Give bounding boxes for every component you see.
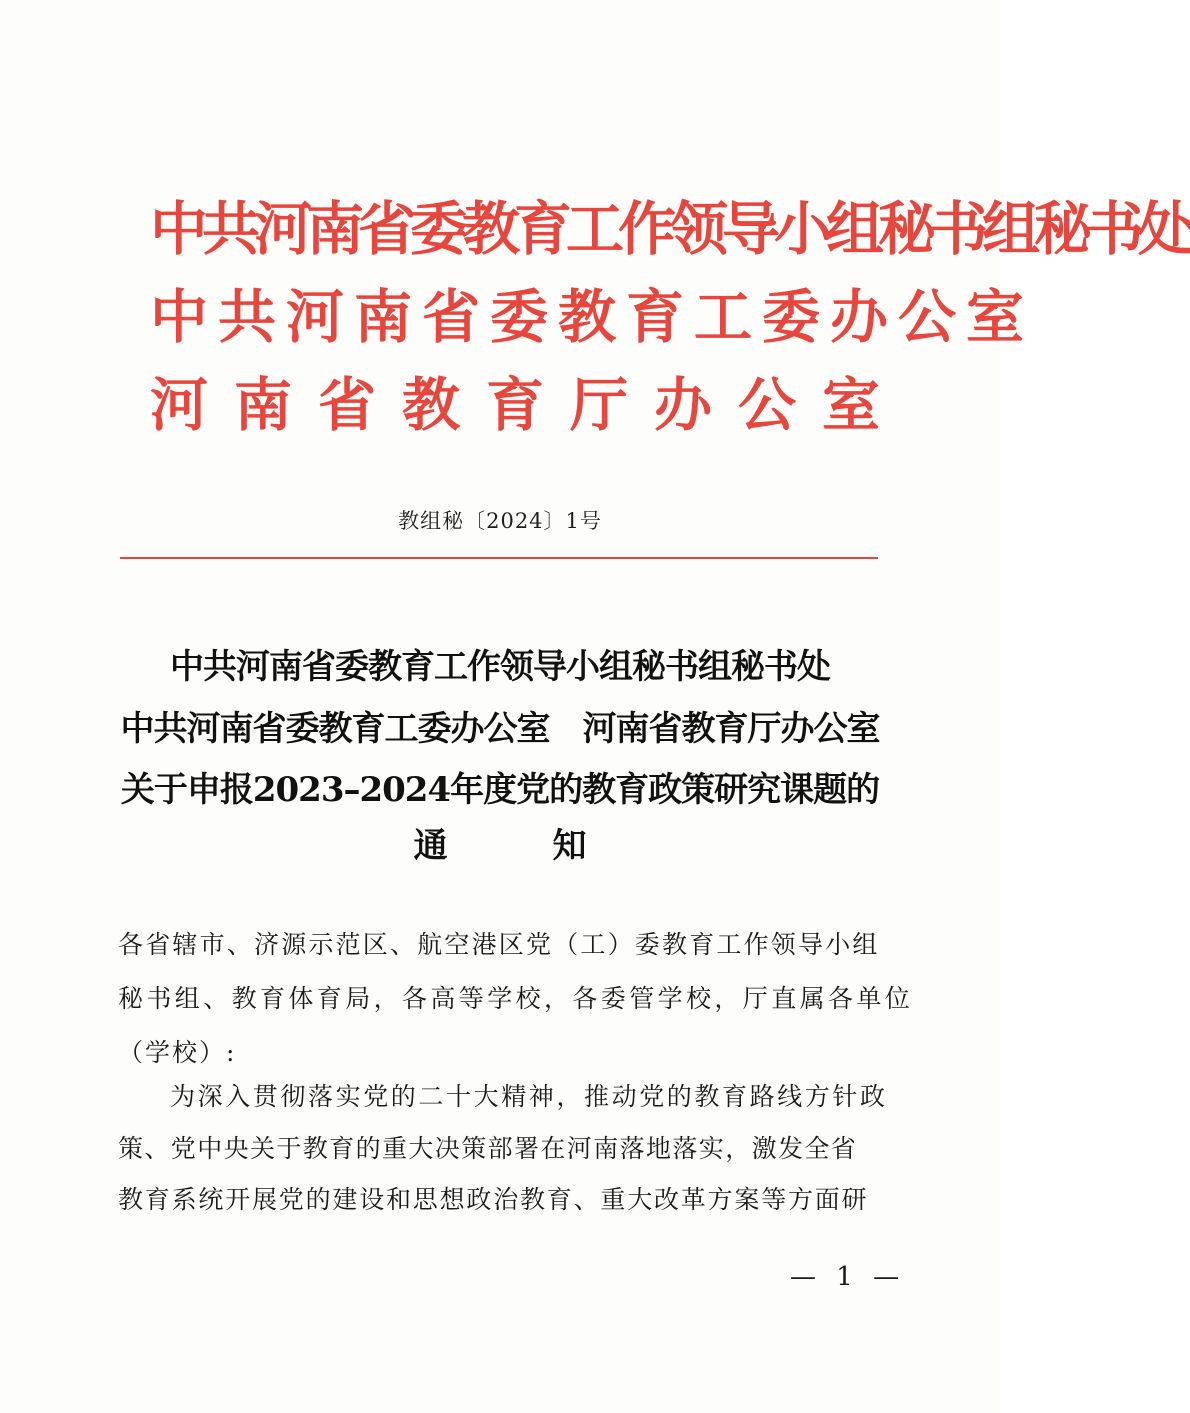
body-line-5: 策、党中央关于教育的重大决策部署在河南落地落实，激发全省 — [118, 1134, 858, 1163]
title-line-1: 中共河南省委教育工作领导小组秘书组秘书处 — [170, 647, 830, 687]
red-divider-line — [120, 557, 878, 559]
title-line-3: 关于申报2023–2024年度党的教育政策研究课题的 — [120, 770, 880, 810]
title-notice-char-1: 通 — [413, 826, 448, 866]
body-line-2: 秘书组、教育体育局，各高等学校，各委管学校，厅直属各单位 — [118, 984, 914, 1013]
page-number: — 1 — — [790, 1262, 906, 1292]
body-line-3: （学校）: — [118, 1038, 237, 1067]
body-line-6: 教育系统开展党的建设和思想政治教育、重大改革方案等方面研 — [118, 1185, 869, 1214]
masthead-line-3: 河南省教育厅办公室 — [150, 371, 907, 439]
title-line-2: 中共河南省委教育工委办公室 河南省教育厅办公室 — [120, 709, 880, 749]
masthead-line-2: 中共河南省委教育工委办公室 — [150, 283, 1035, 351]
body-line-1: 各省辖市、济源示范区、航空港区党（工）委教育工作领导小组 — [118, 930, 880, 959]
title-line-4 — [0, 826, 1000, 866]
masthead-line-1: 中共河南省委教育工作领导小组秘书组秘书处 — [150, 195, 1190, 263]
document-number: 教组秘〔2024〕1号 — [398, 509, 602, 533]
body-line-4: 为深入贯彻落实党的二十大精神，推动党的教育路线方针政 — [170, 1082, 888, 1111]
title-notice-char-2: 知 — [552, 826, 587, 866]
